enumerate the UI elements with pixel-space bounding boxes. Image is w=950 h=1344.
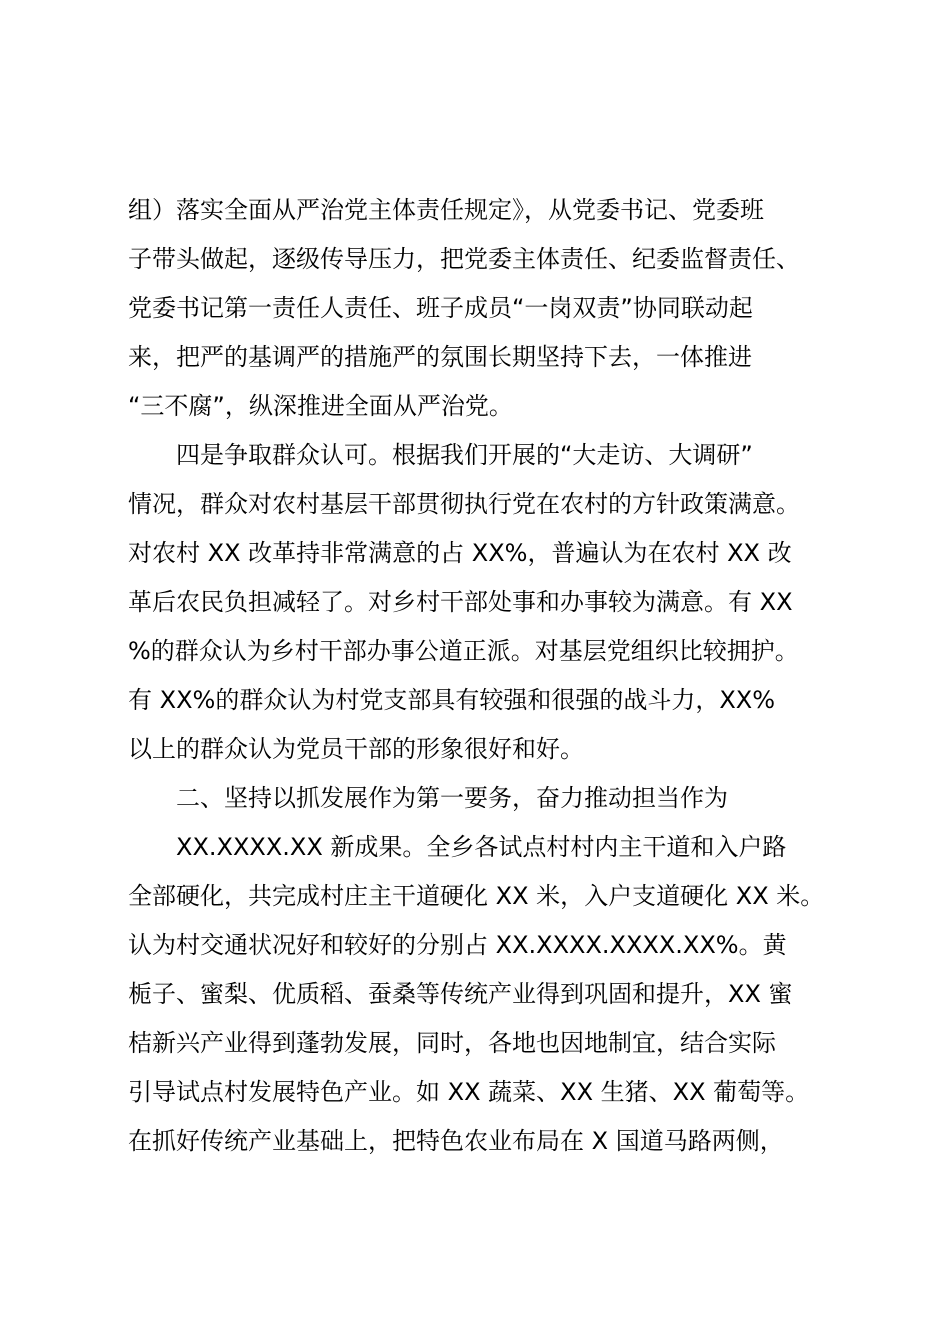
text-line: 革后农民负担减轻了。对乡村干部处事和办事较为满意。有 XX: [128, 588, 793, 616]
text-line: 以上的群众认为党员干部的形象很好和好。: [128, 735, 584, 763]
text-line: 认为村交通状况好和较好的分别占 XX.XXXX.XXXX.XX%。黄: [128, 931, 787, 959]
text-line: 子带头做起，逐级传导压力，把党委主体责任、纪委监督责任、: [128, 245, 800, 273]
document-body: [128, 186, 848, 1166]
text-line: 有 XX%的群众认为村党支部具有较强和很强的战斗力，XX%: [128, 686, 776, 714]
text-line: 情况，群众对农村基层干部贯彻执行党在农村的方针政策满意。: [128, 490, 800, 518]
text-line: 栀子、蜜梨、优质稻、蚕桑等传统产业得到巩固和提升，XX 蜜: [128, 980, 793, 1008]
text-line: XX.XXXX.XX 新成果。全乡各试点村村内主干道和入户路: [128, 833, 787, 861]
text-line: 对农村 XX 改革持非常满意的占 XX%，普遍认为在农村 XX 改: [128, 539, 792, 567]
text-line: 组）落实全面从严治党主体责任规定》，从党委书记、党委班: [128, 196, 764, 224]
section-heading: 二、坚持以抓发展作为第一要务，奋力推动担当作为: [128, 784, 728, 812]
text-line: 全部硬化，共完成村庄主干道硬化 XX 米，入户支道硬化 XX 米。: [128, 882, 825, 910]
text-line: 四是争取群众认可。根据我们开展的“大走访、大调研”: [128, 441, 753, 469]
text-line: 桔新兴产业得到蓬勃发展，同时，各地也因地制宜，结合实际: [128, 1029, 776, 1057]
text-line: “三不腐”，纵深推进全面从严治党。: [128, 392, 513, 420]
text-line: 来，把严的基调严的措施严的氛围长期坚持下去，一体推进: [128, 343, 752, 371]
text-line: %的群众认为乡村干部办事公道正派。对基层党组织比较拥护。: [128, 637, 799, 665]
text-line: 在抓好传统产业基础上，把特色农业布局在 X 国道马路两侧，: [128, 1127, 784, 1155]
text-line: 引导试点村发展特色产业。如 XX 蔬菜、XX 生猪、XX 葡萄等。: [128, 1078, 810, 1106]
text-line: 党委书记第一责任人责任、班子成员“一岗双责”协同联动起: [128, 294, 753, 322]
